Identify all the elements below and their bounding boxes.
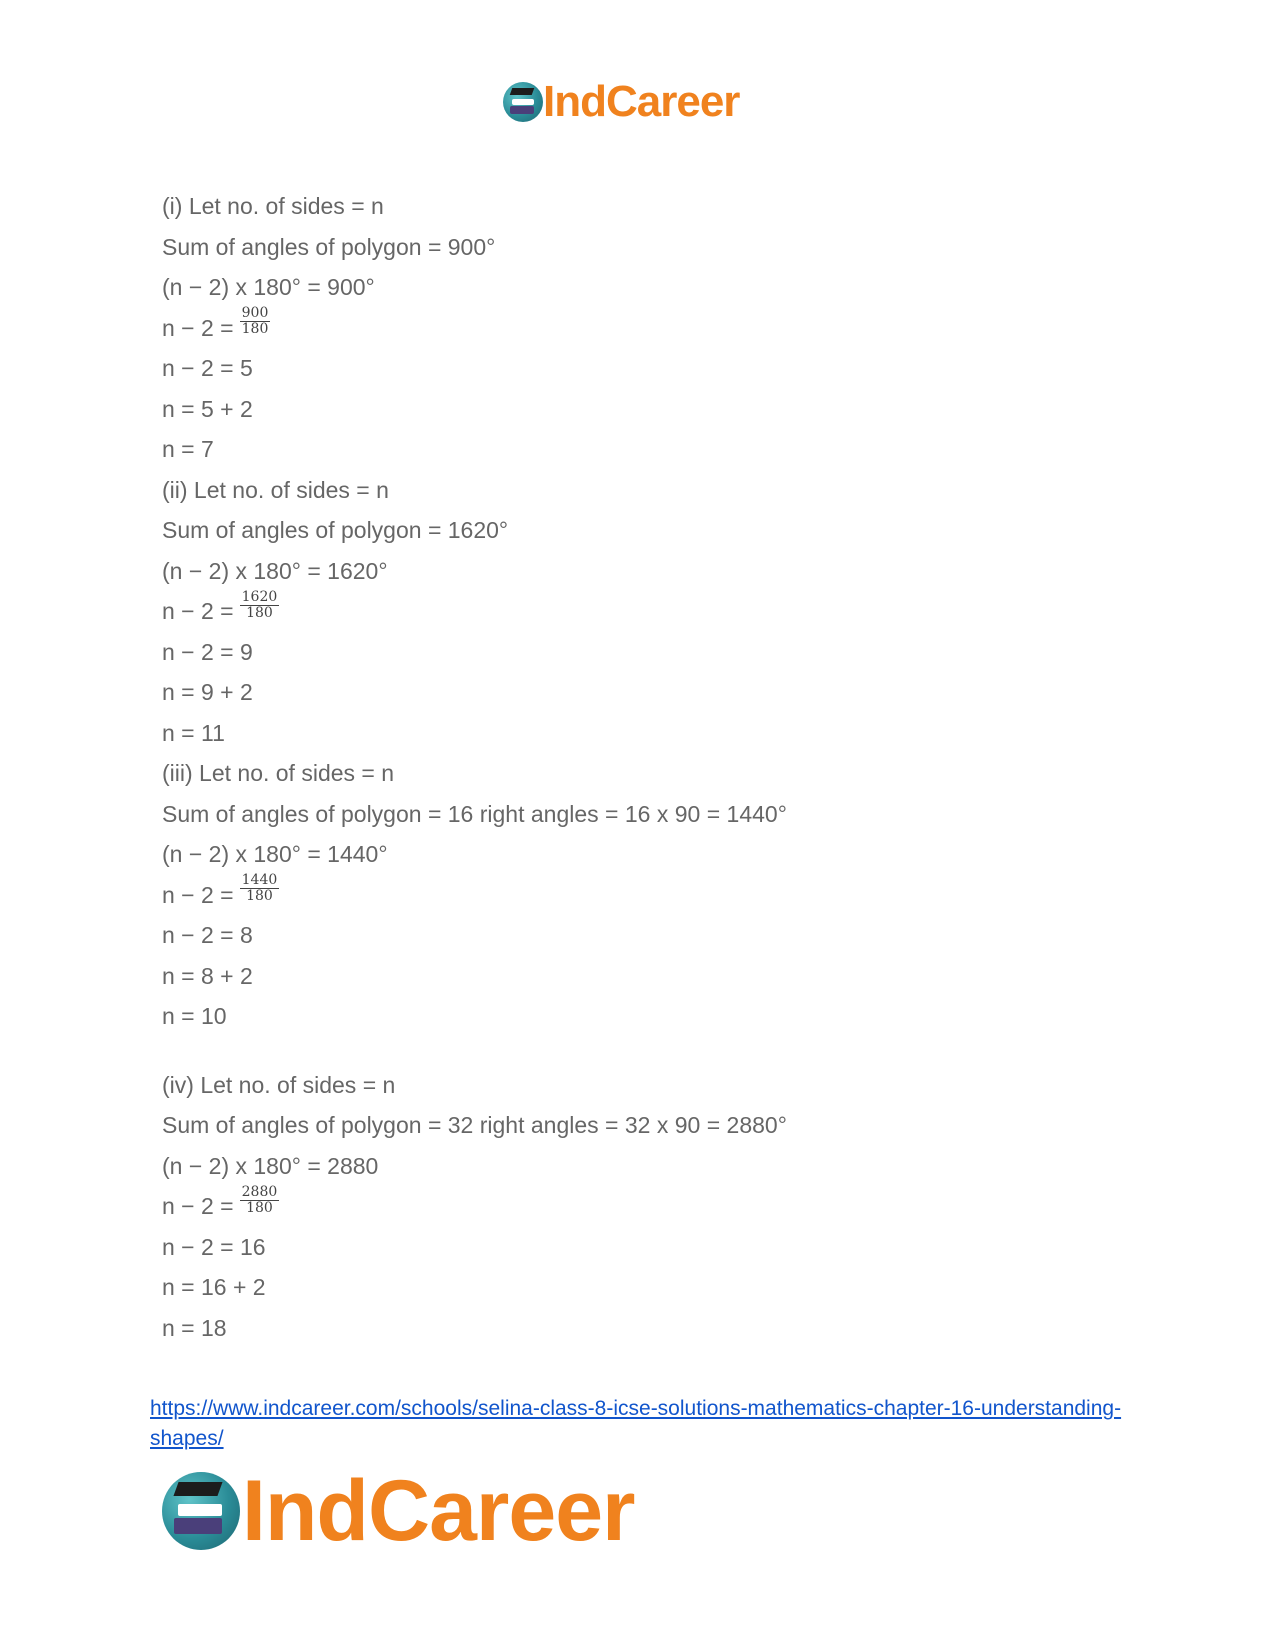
solution-line: (n − 2) x 180° = 1620° [162,557,388,584]
fraction [240,590,280,621]
fraction-numerator: 1620 [241,588,278,605]
fraction-denominator: 180 [246,604,273,621]
solution-line: (n − 2) x 180° = 2880 [162,1152,379,1179]
fraction-line-prefix: n − 2 = [162,314,234,341]
graduation-cap-books-icon [503,82,543,122]
solution-line: n = 9 + 2 [162,679,253,705]
solution-part-i [162,186,1122,470]
solution-part-ii [162,470,1122,754]
fraction-denominator: 180 [241,321,269,338]
solution-line: (iii) Let no. of sides = n [162,760,395,786]
solution-line: n − 2 = 16 [162,1233,266,1260]
solution-line: n = 7 [162,436,214,462]
solution-line: Sum of angles of polygon = 32 right angles = 32 x 90 = 2880° [162,1112,787,1138]
fraction-numerator: 900 [241,305,269,322]
solution-line: n = 18 [162,1314,227,1341]
footer-logo-text: IndCareer [242,1463,635,1559]
fraction-numerator: 1440 [241,872,278,889]
solution-line: n = 8 + 2 [162,962,253,989]
solution-content [162,186,1122,1348]
solution-line: Sum of angles of polygon = 900° [162,233,496,260]
fraction-line-prefix: n − 2 = [162,881,234,908]
fraction-line [162,1183,1122,1227]
solution-line: n − 2 = 8 [162,922,253,948]
fraction-line [162,588,1122,632]
solution-part-iii [162,753,1122,1037]
fraction-numerator: 2880 [241,1183,278,1200]
fraction-denominator: 180 [246,888,273,905]
source-link[interactable]: https://www.indcareer.com/schools/selina-class-8-icse-solutions-mathematics-chapter-16-understanding-shapes/ [150,1397,1122,1450]
solution-line: n = 5 + 2 [162,395,253,422]
header-logo-text: IndCareer [543,77,740,126]
header-logo [503,77,740,126]
fraction-line [162,872,1122,916]
solution-line: (iv) Let no. of sides = n [162,1071,396,1098]
solution-line: (n − 2) x 180° = 1440° [162,841,388,867]
fraction-line-prefix: n − 2 = [162,598,234,624]
solution-line: (n − 2) x 180° = 900° [162,274,375,300]
fraction [240,1185,280,1216]
fraction-denominator: 180 [246,1199,273,1216]
solution-line: Sum of angles of polygon = 1620° [162,517,509,543]
solution-line: (ii) Let no. of sides = n [162,476,389,503]
fraction [240,306,271,337]
solution-part-iv [162,1065,1122,1349]
solution-line: Sum of angles of polygon = 16 right angles = 16 x 90 = 1440° [162,800,787,827]
fraction-line-prefix: n − 2 = [162,1193,234,1219]
graduation-cap-books-icon [162,1472,240,1550]
solution-line: n = 10 [162,1003,227,1029]
fraction-line [162,305,1122,349]
solution-line: (i) Let no. of sides = n [162,193,384,219]
solution-line: n − 2 = 9 [162,638,253,665]
solution-line: n = 16 + 2 [162,1274,266,1300]
solution-line: n − 2 = 5 [162,355,253,381]
footer-logo [162,1463,635,1559]
fraction [240,873,280,904]
solution-line: n = 11 [162,719,225,746]
